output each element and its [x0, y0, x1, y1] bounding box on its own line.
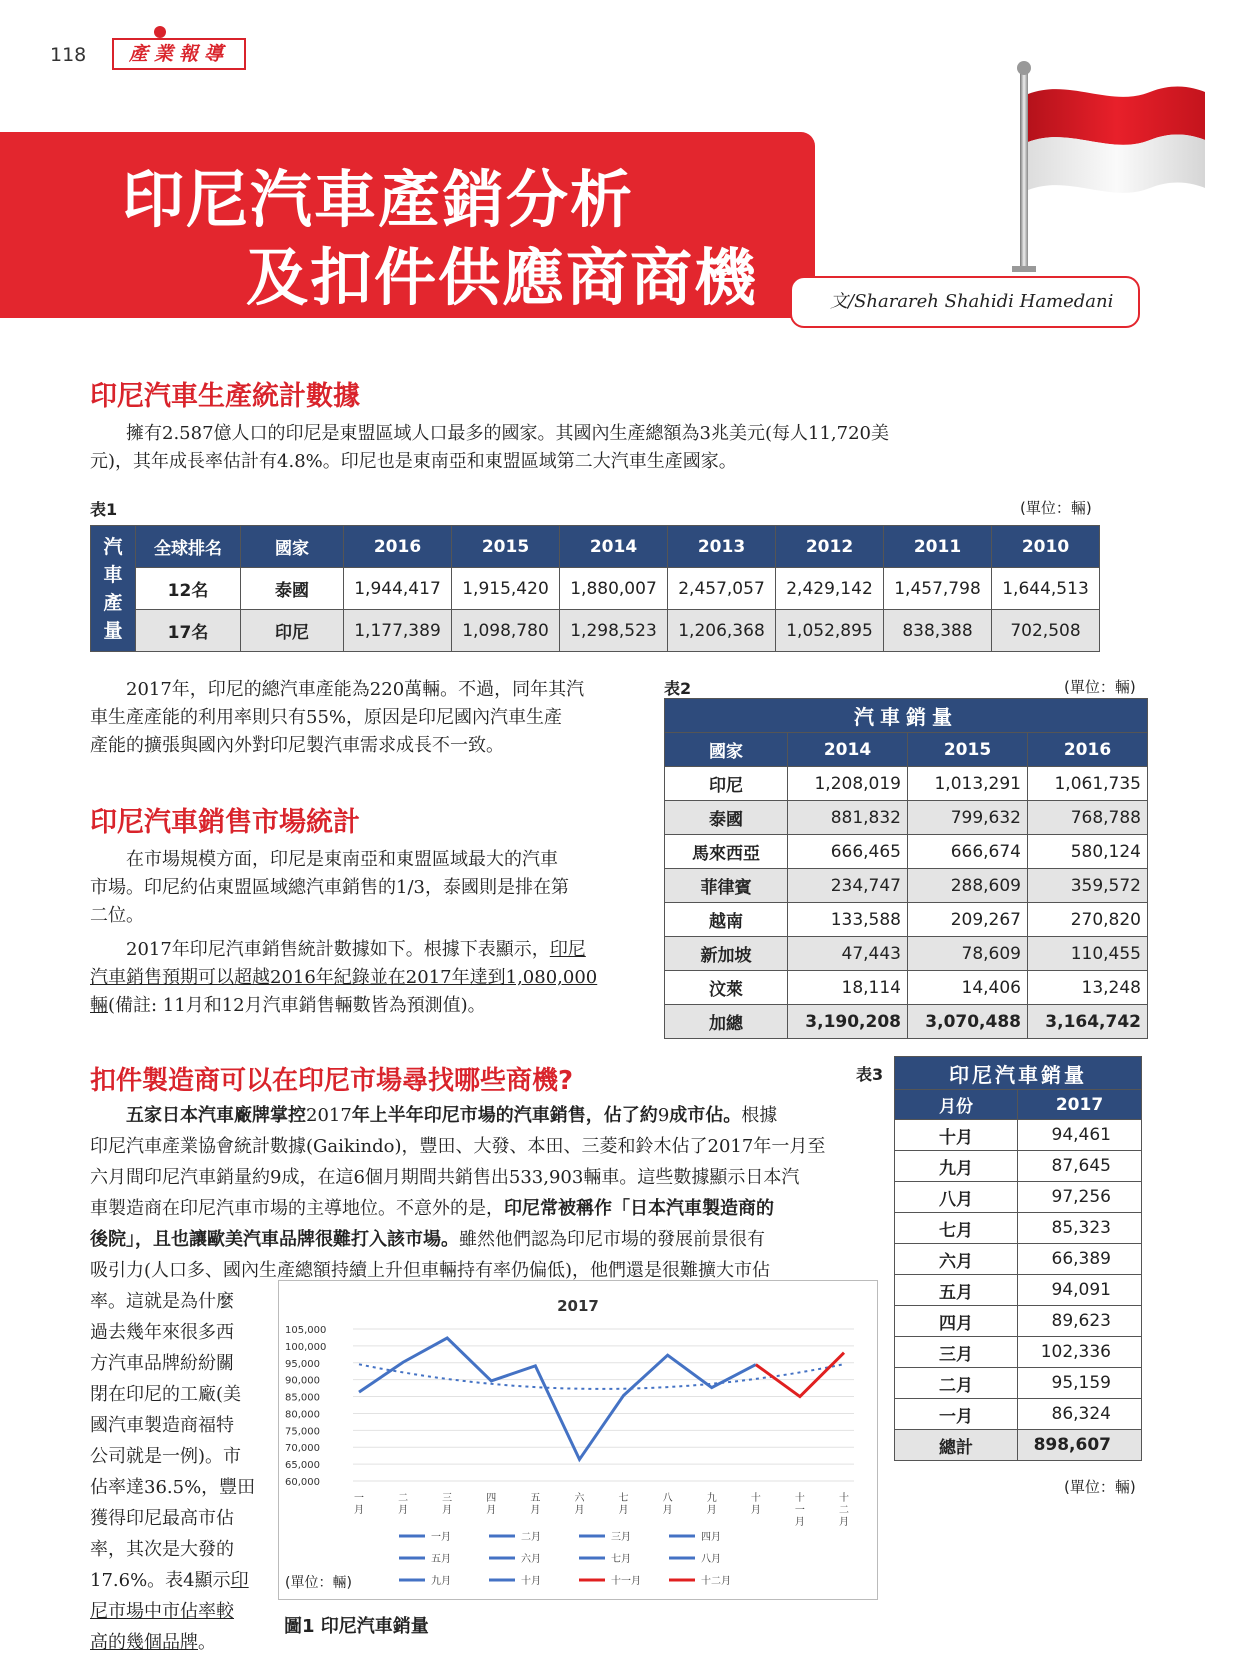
chart-frame [278, 1280, 878, 1600]
table1-header: 2014 [560, 526, 668, 568]
section-heading-opportunities: 扣件製造商可以在印尼市場尋找哪些商機? [90, 1066, 574, 1096]
title-line-2: 及扣件供應商商機 [246, 241, 759, 314]
table-row: 12名 泰國 1,944,417 1,915,420 1,880,007 2,457,057 2,429,142 1,457,798 1,644,513 [91, 568, 1100, 610]
table2-header: 2016 [1028, 733, 1148, 767]
chart-unit-label: (單位：輛) [285, 1575, 352, 1591]
indonesia-flag-illustration [1000, 48, 1220, 278]
legend-label: 七月 [611, 1554, 631, 1565]
intro-line-1: 擁有2.587億人口的印尼是東盟區域人口最多的國家。其國內生產總額為3兆美元(每人11,720美 [126, 423, 889, 444]
table1-header: 2016 [344, 526, 452, 568]
table-row: 越南 133,588 209,267 270,820 [665, 903, 1148, 937]
legend-label: 十一月 [611, 1576, 641, 1587]
x-tick-label: 十一月 [794, 1493, 805, 1528]
legend-label: 四月 [701, 1532, 721, 1543]
table1-header: 2013 [668, 526, 776, 568]
monthly-sales-table [894, 1056, 1142, 1461]
section-tag: 產業報導 [112, 38, 246, 70]
sales-line-chart [279, 1281, 877, 1599]
table3-header: 2017 [1018, 1090, 1142, 1120]
legend-label: 五月 [431, 1554, 451, 1565]
pin-icon [154, 26, 166, 38]
y-tick-label: 80,000 [285, 1409, 320, 1421]
table-row: 菲律賓 234,747 288,609 359,572 [665, 869, 1148, 903]
table2-header: 2014 [788, 733, 908, 767]
x-tick-label: 六月 [574, 1493, 585, 1516]
table-row: 汶萊 18,114 14,406 13,248 [665, 971, 1148, 1005]
y-tick-label: 70,000 [285, 1443, 320, 1455]
table-total-row: 加總 3,190,208 3,070,488 3,164,742 [665, 1005, 1148, 1039]
chart-title: 2017 [557, 1297, 599, 1315]
actual-series-line [359, 1338, 756, 1459]
x-tick-label: 四月 [486, 1493, 497, 1516]
x-tick-label: 七月 [618, 1493, 629, 1516]
x-tick-label: 八月 [662, 1493, 673, 1516]
section-heading-sales: 印尼汽車銷售市場統計 [90, 807, 360, 838]
title-line-1: 印尼汽車產銷分析 [122, 163, 635, 236]
table1-header: 2012 [776, 526, 884, 568]
table-row: 馬來西亞 666,465 666,674 580,124 [665, 835, 1148, 869]
table2-caption: 表2 [664, 679, 692, 698]
table1-header: 國家 [241, 526, 344, 568]
legend-label: 十月 [521, 1576, 541, 1587]
table2-title: 汽車銷量 [665, 699, 1148, 733]
table1-header: 2010 [992, 526, 1100, 568]
table-row: 八月 97,256 [895, 1182, 1142, 1213]
y-tick-label: 90,000 [285, 1375, 320, 1387]
table-row: 一月 86,324 [895, 1399, 1142, 1430]
production-side-label: 汽 車 產 量 [91, 526, 136, 652]
table-row: 三月 102,336 [895, 1337, 1142, 1368]
page-number: 118 [50, 44, 87, 66]
x-tick-label: 一月 [354, 1493, 364, 1516]
table1-header: 2015 [452, 526, 560, 568]
y-tick-label: 85,000 [285, 1392, 320, 1404]
x-tick-label: 十月 [750, 1493, 761, 1516]
x-tick-label: 九月 [706, 1493, 717, 1516]
sales-paragraph: 在市場規模方面，印尼是東南亞和東盟區域最大的汽車 市場。印尼約佔東盟區域總汽車銷售的1/3，泰國則是排在第 二位。 2017年印尼汽車銷售統計數據如下。根據下表顯示，印尼 汽車銷售預期可以超越2016年紀錄並在2017年達到1,080,000 輛(備註: 11月和12月汽車銷售輛數皆為預測值)。 [90, 849, 598, 1016]
legend-label: 三月 [611, 1532, 631, 1543]
y-tick-label: 65,000 [285, 1460, 320, 1472]
y-tick-label: 105,000 [285, 1325, 327, 1336]
table1-unit: (單位：輛) [1020, 499, 1092, 517]
narrow-column: 率。這就是為什麼 過去幾年來很多西 方汽車品牌紛紛關 閉在印尼的工廠(美 國汽車製造商福特 公司就是一例)。市 佔率達36.5%，豐田 獲得印尼最高市佔 率，其次是大發的 17.6%。表4顯示印 尼市場中市佔率較 高的幾個品牌。 [90, 1291, 256, 1653]
author-byline: 文/Sharareh Shahidi Hamedani [790, 276, 1140, 328]
table-row: 新加坡 47,443 78,609 110,455 [665, 937, 1148, 971]
table-total-row: 總計 898,607 [895, 1430, 1142, 1461]
table-row: 二月 95,159 [895, 1368, 1142, 1399]
opportunity-paragraph: 五家日本汽車廠牌掌控2017年上半年印尼市場的汽車銷售，佔了約9成市佔。根據 印尼汽車產業協會統計數據(Gaikindo)，豐田、大發、本田、三菱和鈴木佔了2017年一月至 六月間印尼汽車銷量約9成，在這6個月期間共銷售出533,903輛車。這些數據顯示日本汽 車製造商在印尼汽車市場的主導地位。不意外的是，印尼常被稱作「日本汽車製造商的 後院」，且也讓歐美汽車品牌很難打入該市場。雖然他們認為印尼市場的發展前景很有 吸引力(人口多、國內生產總額持續上升但車輛持有率仍偏低)，他們還是很難擴大市佔 [90, 1105, 826, 1281]
section-heading-production: 印尼汽車生產統計數據 [90, 381, 360, 412]
y-tick-label: 75,000 [285, 1426, 320, 1438]
legend-label: 二月 [521, 1532, 541, 1543]
capacity-paragraph: 2017年，印尼的總汽車產能為220萬輛。不過，同年其汽 車生產產能的利用率則只有55%，原因是印尼國內汽車生產 產能的擴張與國內外對印尼製汽車需求成長不一致。 [90, 679, 585, 756]
table-row: 四月 89,623 [895, 1306, 1142, 1337]
x-tick-label: 五月 [530, 1493, 541, 1516]
sales-table [664, 698, 1148, 1039]
figure-caption: 圖1 印尼汽車銷量 [284, 1616, 429, 1637]
intro-line-2: 元)，其年成長率估計有4.8%。印尼也是東南亞和東盟區域第二大汽車生產國家。 [90, 451, 737, 472]
x-tick-label: 三月 [442, 1493, 453, 1516]
legend-label: 九月 [431, 1576, 451, 1587]
table3-title: 印尼汽車銷量 [895, 1057, 1142, 1090]
table-row: 七月 85,323 [895, 1213, 1142, 1244]
table3-unit: (單位：輛) [1064, 1478, 1136, 1496]
x-tick-label: 十二月 [839, 1493, 849, 1528]
table3-caption: 表3 [856, 1065, 884, 1084]
table1-header: 全球排名 [136, 526, 241, 568]
table1-header: 2011 [884, 526, 992, 568]
table2-unit: (單位：輛) [1064, 678, 1136, 696]
x-tick-label: 二月 [398, 1493, 409, 1516]
table-row: 印尼 1,208,019 1,013,291 1,061,735 [665, 767, 1148, 801]
y-tick-label: 60,000 [285, 1477, 320, 1488]
y-tick-label: 100,000 [285, 1341, 327, 1353]
table-row: 九月 87,645 [895, 1151, 1142, 1182]
intro-paragraph [90, 420, 950, 476]
table3-header: 月份 [895, 1090, 1018, 1120]
production-table [90, 525, 1100, 652]
legend-label: 八月 [701, 1554, 721, 1565]
table-row: 十月 94,461 [895, 1120, 1142, 1151]
legend-label: 六月 [521, 1554, 541, 1565]
table-row: 五月 94,091 [895, 1275, 1142, 1306]
legend-label: 一月 [431, 1532, 451, 1543]
table2-header: 2015 [908, 733, 1028, 767]
table-row: 17名 印尼 1,177,389 1,098,780 1,298,523 1,206,368 1,052,895 838,388 702,508 [91, 610, 1100, 652]
table-row: 泰國 881,832 799,632 768,788 [665, 801, 1148, 835]
table2-header: 國家 [665, 733, 788, 767]
table-row: 六月 66,389 [895, 1244, 1142, 1275]
table1-caption: 表1 [90, 500, 118, 519]
legend-label: 十二月 [701, 1576, 731, 1587]
y-tick-label: 95,000 [285, 1358, 320, 1370]
forecast-series-line [756, 1353, 844, 1397]
